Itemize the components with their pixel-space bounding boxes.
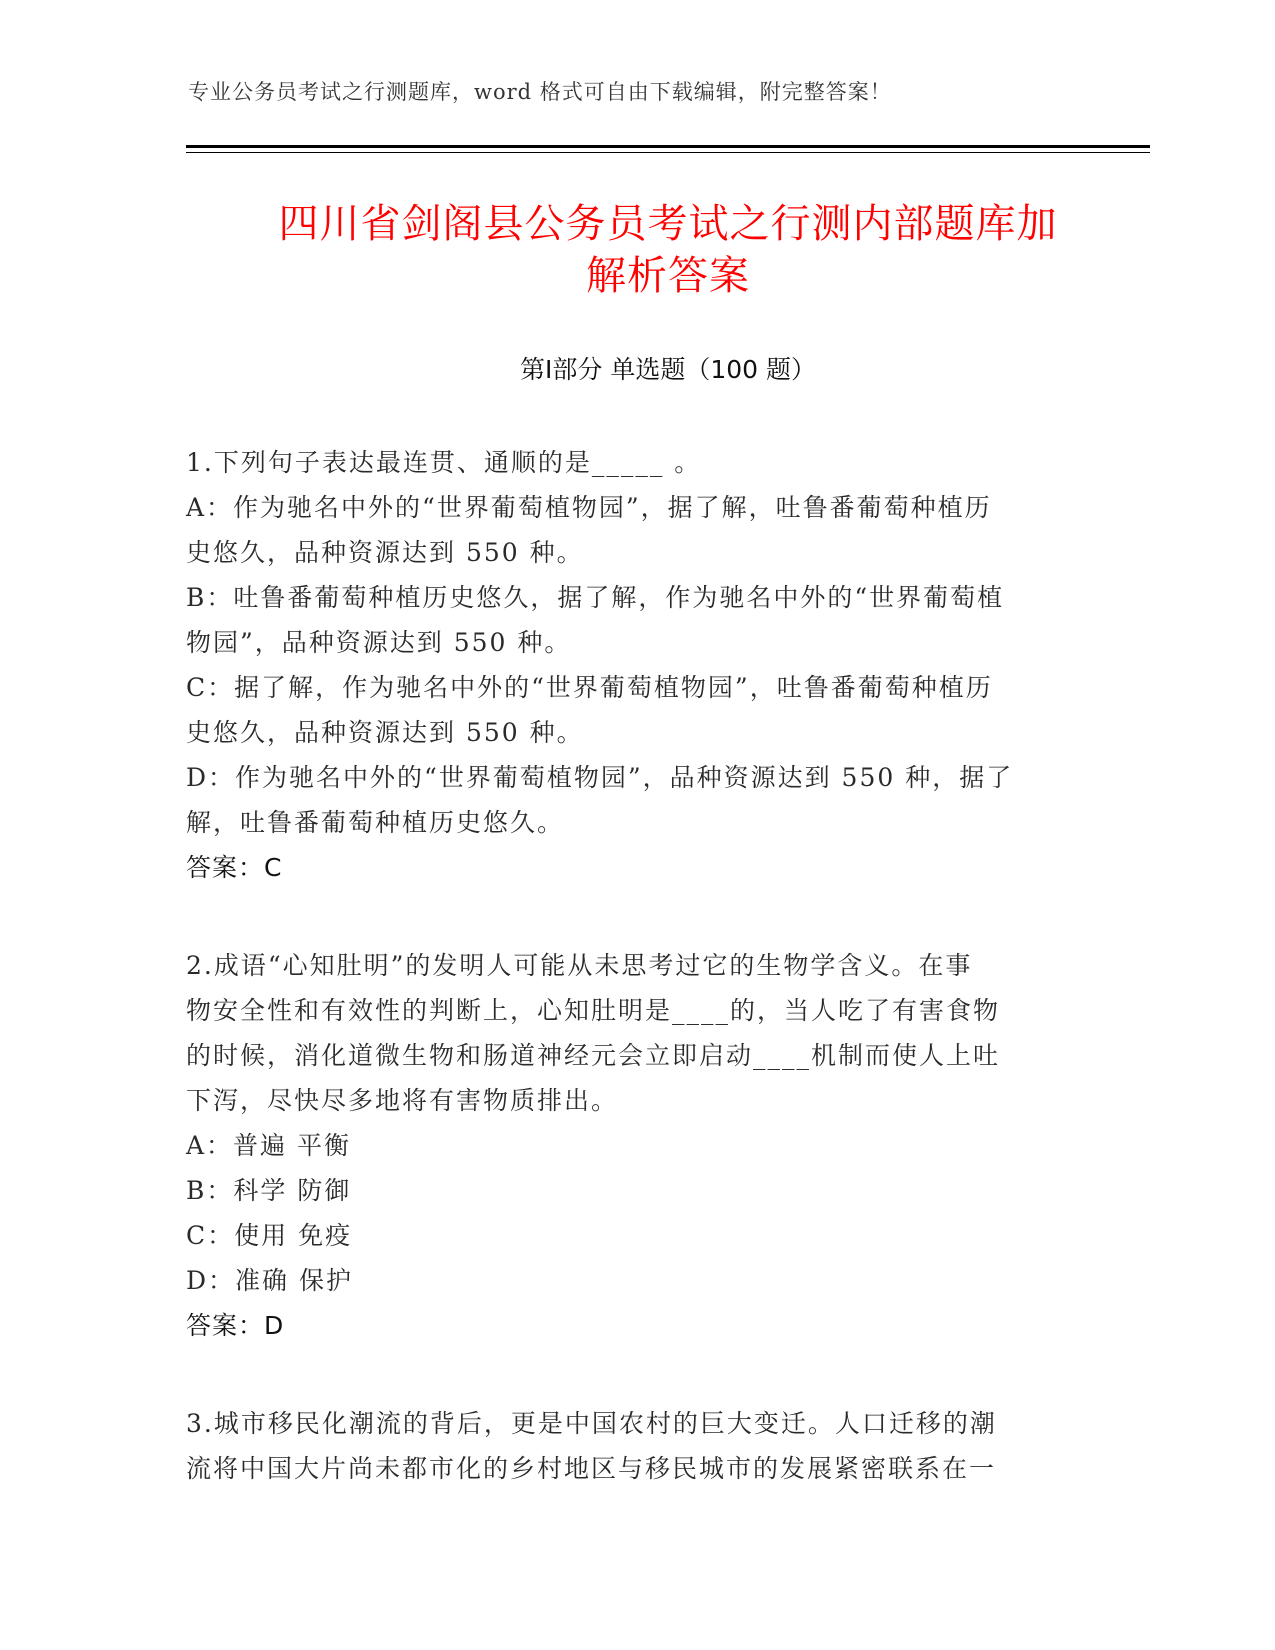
option-b-continued: 物园”，品种资源达到 550 种。 [186, 628, 572, 657]
option-b: B：科学 防御 [186, 1176, 352, 1205]
section-heading: 第Ⅰ部分 单选题（100 题） [520, 355, 816, 384]
question-3 [186, 1401, 1086, 1491]
question-text-continued: 的时候，消化道微生物和肠道神经元会立即启动____机制而使人上吐 [186, 1041, 1001, 1070]
question-2 [186, 943, 1086, 1348]
option-a-continued: 史悠久，品种资源达到 550 种。 [186, 538, 584, 567]
question-gap [186, 1348, 1086, 1401]
option-b: B：吐鲁番葡萄种植历史悠久，据了解，作为驰名中外的“世界葡萄植 [186, 583, 1005, 612]
option-d: D：准确 保护 [186, 1266, 353, 1295]
header-note: 专业公务员考试之行测题库，word 格式可自由下载编辑，附完整答案！ [188, 80, 892, 104]
option-c-continued: 史悠久，品种资源达到 550 种。 [186, 718, 584, 747]
question-text-continued: 物安全性和有效性的判断上，心知肚明是____的，当人吃了有害食物 [186, 996, 1001, 1025]
document-title-line-1: 四川省剑阁县公务员考试之行测内部题库加 [278, 201, 1058, 247]
option-d: D：作为驰名中外的“世界葡萄植物园”，品种资源达到 550 种，据了 [186, 763, 1014, 792]
header-rule-thick [186, 145, 1150, 148]
header-rule-thin [186, 152, 1150, 153]
option-c: C：据了解，作为驰名中外的“世界葡萄植物园”，吐鲁番葡萄种植历 [186, 673, 993, 702]
answer-line: 答案：C [186, 853, 283, 882]
question-gap [186, 890, 1086, 943]
question-text-continued: 下泻，尽快尽多地将有害物质排出。 [186, 1086, 619, 1115]
question-text-continued: 流将中国大片尚未都市化的乡村地区与移民城市的发展紧密联系在一 [186, 1454, 997, 1483]
document-title [186, 198, 1150, 302]
question-text: 2.成语“心知肚明”的发明人可能从未思考过它的生物学含义。在事 [186, 951, 973, 980]
option-d-continued: 解，吐鲁番葡萄种植历史悠久。 [186, 808, 565, 837]
answer-line: 答案：D [186, 1311, 285, 1340]
question-list [186, 440, 1086, 1491]
question-text: 3.城市移民化潮流的背后，更是中国农村的巨大变迁。人口迁移的潮 [186, 1409, 997, 1438]
option-c: C：使用 免疫 [186, 1221, 353, 1250]
question-1 [186, 440, 1086, 890]
document-title-line-2: 解析答案 [586, 253, 750, 299]
option-a: A：普遍 平衡 [186, 1131, 352, 1160]
option-a: A：作为驰名中外的“世界葡萄植物园”，据了解，吐鲁番葡萄种植历 [186, 493, 992, 522]
question-text: 1.下列句子表达最连贯、通顺的是_____ 。 [186, 448, 702, 477]
